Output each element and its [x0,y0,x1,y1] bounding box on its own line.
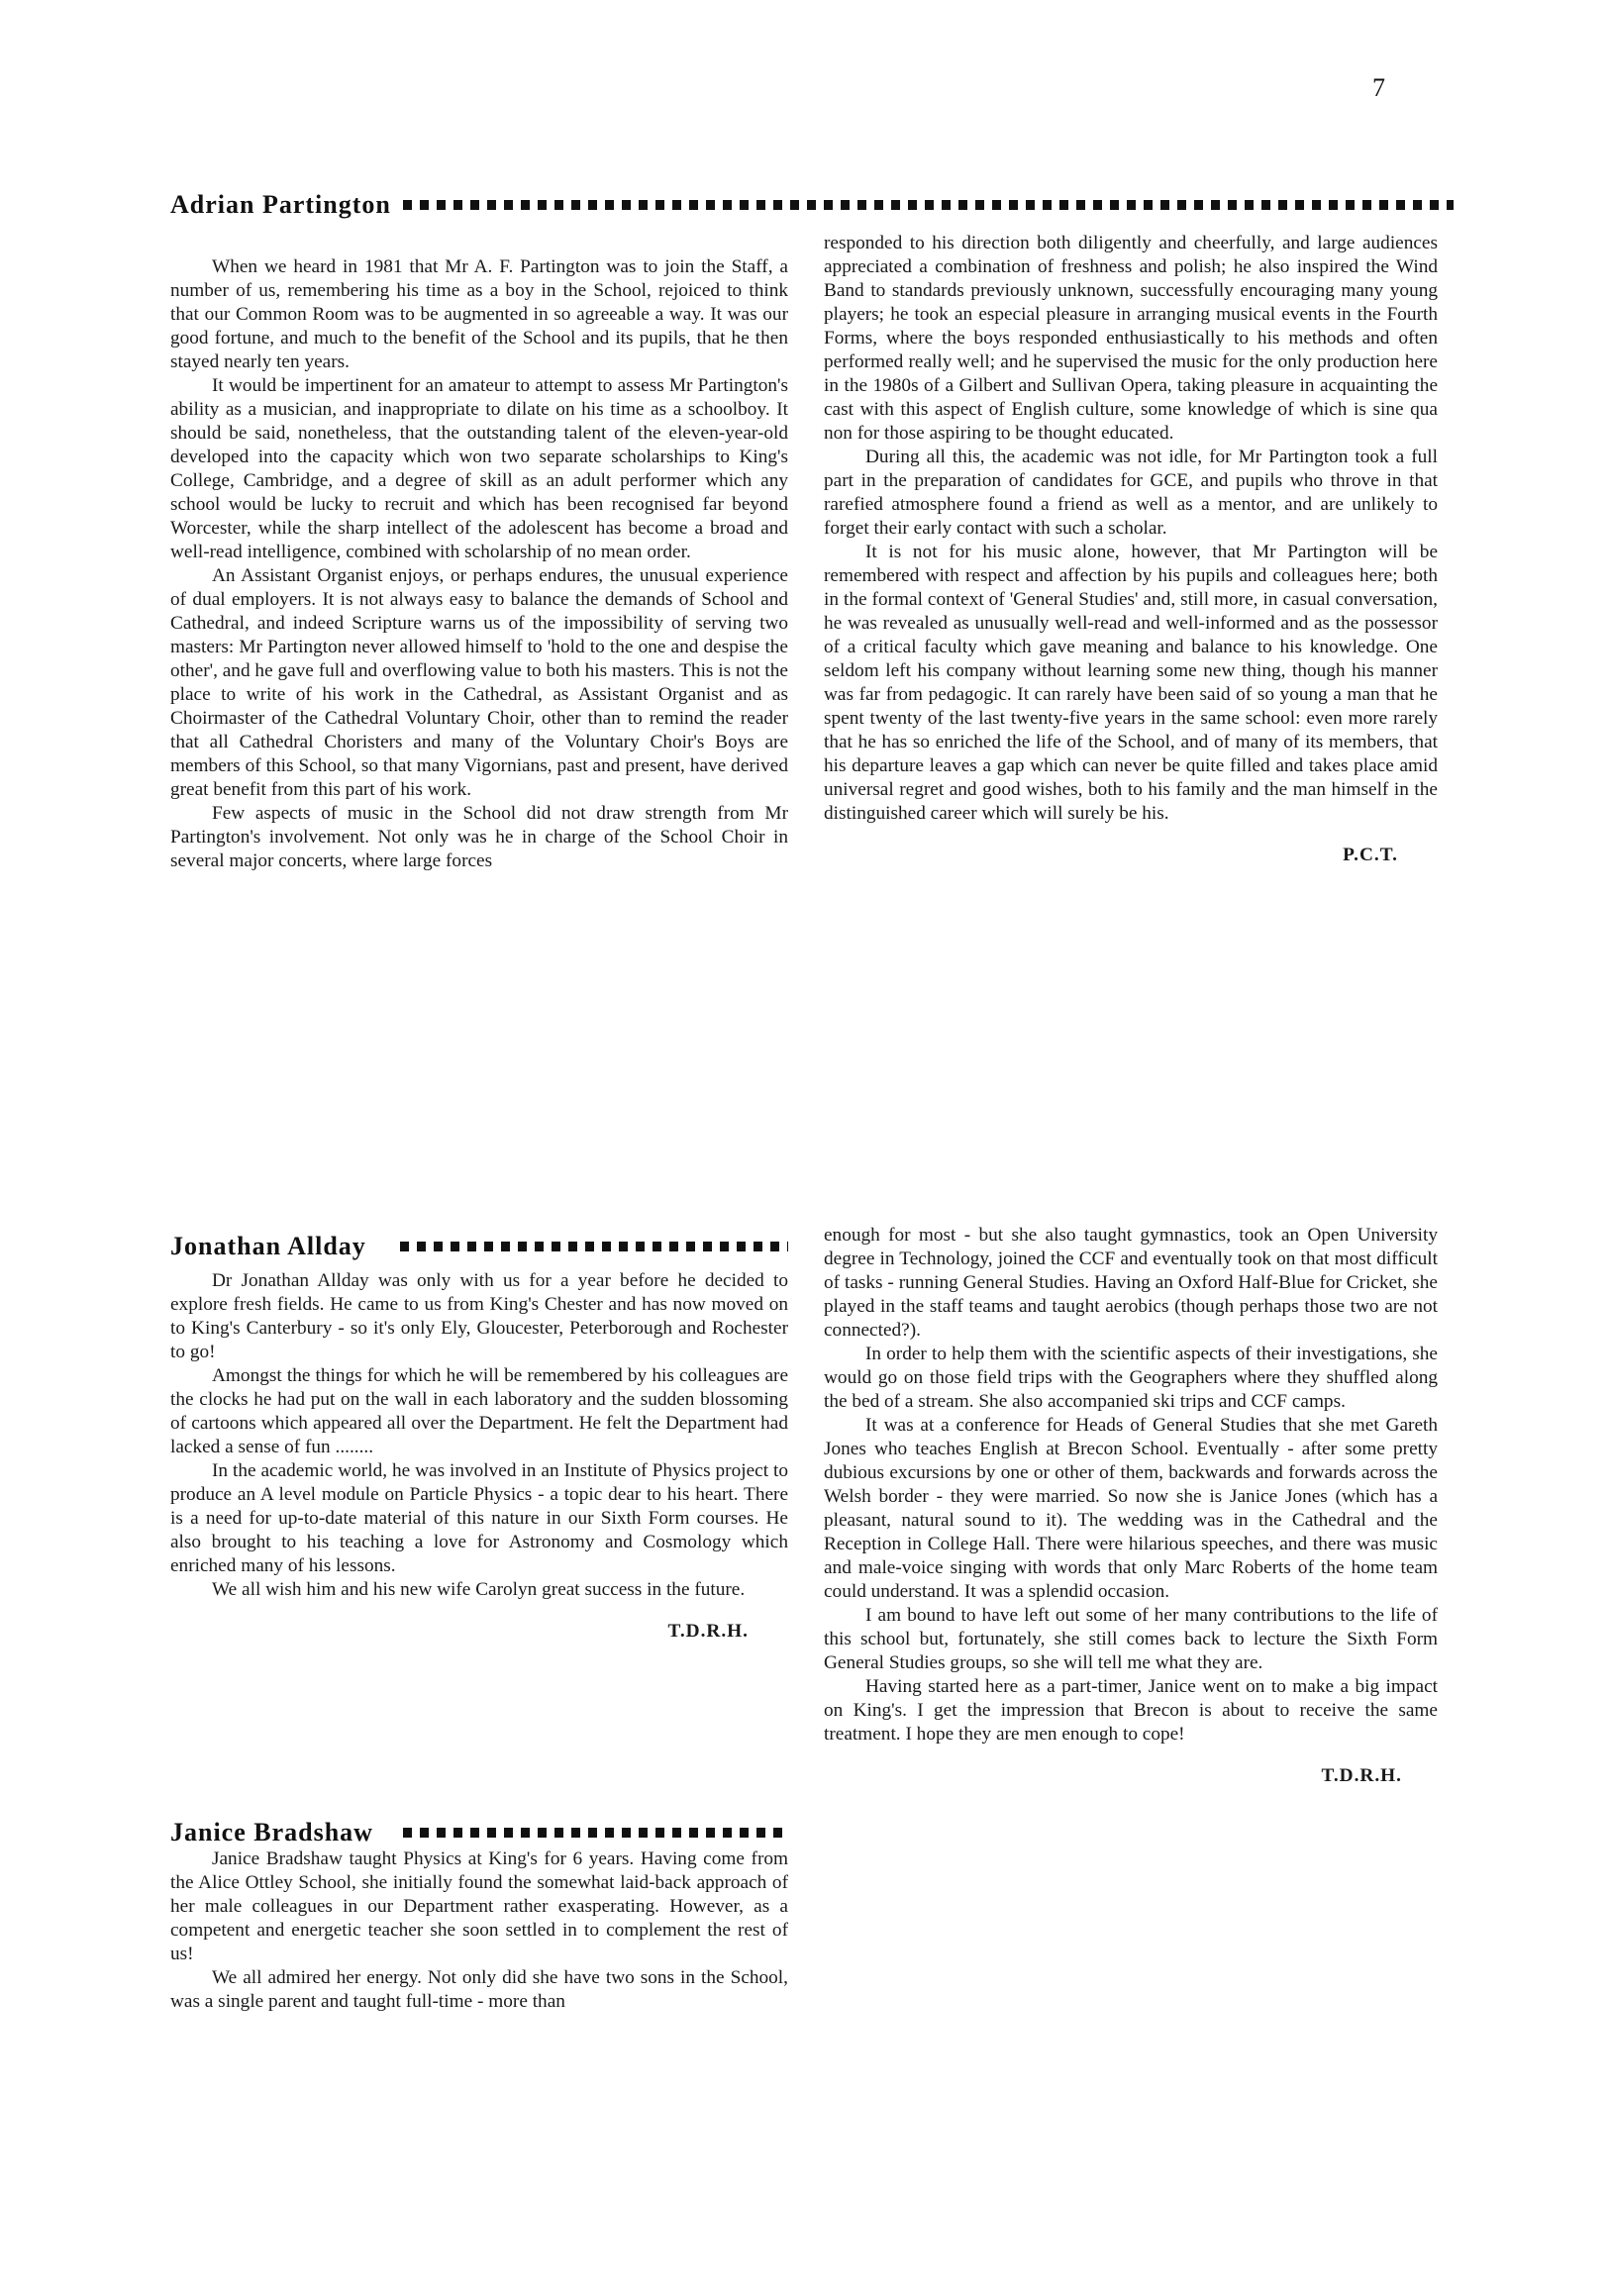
rule-square [420,200,429,210]
rule-square [571,200,580,210]
rule-square [1110,200,1119,210]
paragraph: An Assistant Organist enjoys, or perhaps endures, the unusual experience of dual employers. It is not always easy to balance the demands of School and Cathedral, and indeed Scripture warns us of the impossibility of serving two masters: Mr Partington never allowed himself to 'hold to the one and despise the other', and he gave full and overflowing value to both his masters. This is not the place to write of his work in the Cathedral, as Assistant Organist and as Choirmaster of the Cathedral Voluntary Choir, other than to remind the reader that all Cathedral Choristers and many of the Voluntary Choir's Boys are members of this School, so that many Vigornians, past and present, have derived great benefit from this part of his work. [170,565,788,800]
rule-square [588,1828,597,1838]
rule-square [1261,200,1270,210]
rule-square [605,200,614,210]
rule-square [891,200,900,210]
paragraph: We all wish him and his new wife Carolyn great success in the future. [212,1579,746,1600]
rule-square [1447,200,1454,210]
rule-square [653,1242,661,1251]
bradshaw-right-column [824,1224,1438,1788]
rule-square [756,200,765,210]
rule-square [1043,200,1052,210]
rule-square [841,200,850,210]
rule-square [622,1828,631,1838]
rule-square [636,1242,645,1251]
rule-square [1076,200,1085,210]
adrian-right-column [824,232,1438,867]
rule-square [737,1242,746,1251]
rule-square [1295,200,1304,210]
allday-column [170,1269,788,1644]
rule-square [1009,200,1018,210]
rule-square [639,200,648,210]
rule-square [975,200,984,210]
rule-square [400,1242,409,1251]
paragraph: It was at a conference for Heads of General Studies that she met Gareth Jones who teaches English at Brecon School. Eventually - after some pretty dubious excursions by one or other of them, backwards and forwards across the Welsh border - they were married. So now she is Janice Jones (which has a pleasant, natural sound to it). The wedding was in the Cathedral and the Reception in College Hall. There were hilarious speeches, and there was music and male-voice singing with words that only Marc Roberts of the home team could understand. It was a splendid occasion. [824,1415,1438,1602]
rule-square [773,1828,782,1838]
rule-square [619,1242,628,1251]
rule-square [773,200,782,210]
paragraph: Few aspects of music in the School did not draw strength from Mr Partington's involvement. Not only was he in charge of the School Choir in several major concerts, where large forces [170,803,788,871]
rule-square [453,1828,462,1838]
rule-square [723,200,732,210]
rule-square [1312,200,1321,210]
rule-square [754,1242,762,1251]
rule-square [787,1242,788,1251]
rule-square [588,200,597,210]
rule-square [706,1828,715,1838]
rule-square [1228,200,1237,210]
paragraph: In order to help them with the scientific aspects of their investigations, she would go on those field trips with the Geographers where they shuffled along the bed of a stream. She also accompanied ski trips and CCF camps. [824,1344,1438,1412]
rule-square [689,200,698,210]
rule-square [622,200,631,210]
paragraph: It would be impertinent for an amateur to attempt to assess Mr Partington's ability as a musician, and inappropriate to dilate on his time as a schoolboy. It should be said, nonetheless, that the outstanding talent of the eleven-year-old developed into the capacity which won two separate scholarships to King's College, Cambridge, and a degree of skill as an adult performer which any school would be lucky to recruit and which has been recognised far beyond Worcester, while the sharp intellect of the adolescent has become a broad and well-read intelligence, combined with scholarship of no mean order. [170,375,788,562]
rule-square [756,1828,765,1838]
rule-square [437,200,446,210]
rule-square [605,1828,614,1838]
rule-square [655,200,664,210]
paragraph: Amongst the things for which he will be remembered by his colleagues are the clocks he had put on the wall in each laboratory and the sudden blossoming of cartoons which appeared all over the Department. He felt the Department had lacked a sense of fun ........ [170,1365,788,1457]
section-title: Janice Bradshaw [170,1818,373,1847]
rule-square [470,1828,479,1838]
rule-square [1346,200,1355,210]
rule-square [686,1242,695,1251]
rule-square [723,1828,732,1838]
signature: P.C.T. [1343,845,1398,865]
rule-square [703,1242,712,1251]
rule-square [874,200,883,210]
section-heading-adrian-partington [170,190,1454,220]
rule-square [403,200,412,210]
heading-rule-squares [403,1828,788,1838]
rule-square [807,200,816,210]
rule-square [925,200,934,210]
bradshaw-left-column [170,1847,788,2014]
rule-square [554,1828,563,1838]
adrian-left-column [170,255,788,873]
rule-square [1278,200,1287,210]
rule-square [790,200,799,210]
heading-rule-squares [400,1242,788,1251]
rule-square [504,1828,513,1838]
rule-square [1194,200,1203,210]
rule-square [958,200,967,210]
rule-square [669,1242,678,1251]
rule-square [639,1828,648,1838]
rule-square [518,1242,527,1251]
rule-square [504,200,513,210]
signature: T.D.R.H. [667,1621,749,1642]
rule-square [672,1828,681,1838]
rule-square [521,1828,530,1838]
rule-square [403,1828,412,1838]
rule-square [417,1242,426,1251]
rule-square [602,1242,611,1251]
rule-square [1059,200,1068,210]
heading-rule-squares [403,200,1454,210]
rule-square [706,200,715,210]
paragraph: Dr Jonathan Allday was only with us for a year before he decided to explore fresh fields. He came to us from King's Chester and has now moved on to King's Canterbury - so it's only Ely, Gloucester, Peterborough and Rochester to go! [170,1270,788,1362]
section-title: Adrian Partington [170,190,391,219]
rule-square [568,1242,577,1251]
rule-square [770,1242,779,1251]
rule-square [1144,200,1153,210]
paragraph: It is not for his music alone, however, that Mr Partington will be remembered with respect and affection by his pupils and colleagues here; both in the formal context of 'General Studies' and, still more, in casual conversation, he was revealed as unusually well-read and well-informed and as the possessor of a critical faculty which gave meaning and balance to his knowledge. One seldom left his company without learning some new thing, though his manner was far from pedagogic. It can rarely have been said of so young a man that he spent twenty of the last twenty-five years in the same school: even more rarely that he has so enriched the life of the School, and of many of its members, that his departure leaves a gap which can never be quite filled and takes place amid universal regret and good wishes, both to his family and the man himself in the distinguished career which will surely be his. [824,542,1438,824]
section-title: Jonathan Allday [170,1232,366,1260]
rule-square [484,1242,493,1251]
rule-square [538,1828,547,1838]
rule-square [470,200,479,210]
signature: T.D.R.H. [1321,1765,1402,1786]
rule-square [467,1242,476,1251]
section-heading-jonathan-allday [170,1232,788,1261]
page-number: 7 [1372,73,1385,102]
rule-square [1379,200,1388,210]
paragraph: enough for most - but she also taught gymnastics, took an Open University degree in Technology, joined the CCF and eventually took on that most difficult of tasks - running General Studies. Having an Oxford Half-Blue for Cricket, she played in the staff teams and taught aerobics (though perhaps those two are not connected?). [824,1225,1438,1341]
rule-square [1245,200,1254,210]
rule-square [1329,200,1338,210]
rule-square [501,1242,510,1251]
rule-square [1362,200,1371,210]
rule-square [720,1242,729,1251]
rule-square [824,200,833,210]
rule-square [434,1242,443,1251]
rule-square [487,1828,496,1838]
rule-square [571,1828,580,1838]
rule-square [1127,200,1136,210]
rule-square [453,200,462,210]
rule-square [740,1828,749,1838]
paragraph: Janice Bradshaw taught Physics at King's for 6 years. Having come from the Alice Ottley School, she initially found the somewhat laid-back approach of her male colleagues in our Department rather exasperating. However, as a competent and energetic teacher she soon settled in to complement the rest of us! [170,1848,788,1964]
rule-square [1396,200,1405,210]
rule-square [1160,200,1169,210]
rule-square [740,200,749,210]
rule-square [521,200,530,210]
rule-square [420,1828,429,1838]
rule-square [1211,200,1220,210]
rule-square [538,200,547,210]
paragraph: Having started here as a part-timer, Janice went on to make a big impact on King's. I get the impression that Brecon is about to receive the same treatment. I hope they are men enough to cope! [824,1676,1438,1745]
rule-square [487,200,496,210]
rule-square [451,1242,459,1251]
rule-square [1093,200,1102,210]
paragraph: I am bound to have left out some of her many contributions to the life of this school but, fortunately, she still comes back to lecture the Sixth Form General Studies groups, so she will tell me what they are. [824,1605,1438,1673]
rule-square [857,200,866,210]
paragraph: responded to his direction both diligently and cheerfully, and large audiences appreciated a combination of freshness and polish; he also inspired the Wind Band to standards previously unknown, successfully encouraging many young players; he took an especial pleasure in arranging musical events in the Fourth Forms, where the boys responded enthusiastically to his methods and often performed really well; and he supervised the music for the only production here in the 1980s of a Gilbert and Sullivan Opera, taking pleasure in acquainting the cast with this aspect of English culture, some knowledge of which is sine qua non for those aspiring to be thought educated. [824,233,1438,444]
rule-square [908,200,917,210]
paragraph: During all this, the academic was not idle, for Mr Partington took a full part in the preparation of candidates for GCE, and pupils who throve in that rarefied atmosphere found a friend as well as a mentor, and are unlikely to forget their early contact with such a scholar. [824,447,1438,539]
rule-square [554,200,563,210]
rule-square [689,1828,698,1838]
rule-square [1413,200,1422,210]
rule-square [535,1242,544,1251]
rule-square [942,200,951,210]
rule-square [1177,200,1186,210]
rule-square [1430,200,1439,210]
rule-square [655,1828,664,1838]
rule-square [437,1828,446,1838]
rule-square [1026,200,1035,210]
paragraph: In the academic world, he was involved in an Institute of Physics project to produce an A level module on Particle Physics - a topic dear to his heart. There is a need for up-to-date material of this nature in our Sixth Form courses. He also brought to his teaching a love for Astronomy and Cosmology which enriched many of his lessons. [170,1460,788,1576]
rule-square [585,1242,594,1251]
rule-square [672,200,681,210]
section-heading-janice-bradshaw [170,1818,788,1847]
rule-square [992,200,1001,210]
paragraph: We all admired her energy. Not only did she have two sons in the School, was a single parent and taught full-time - more than [170,1967,788,2012]
paragraph: When we heard in 1981 that Mr A. F. Partington was to join the Staff, a number of us, remembering his time as a boy in the School, rejoiced to think that our Common Room was to be augmented in so agreeable a way. It was our good fortune, and much to the benefit of the School and its pupils, that he then stayed nearly ten years. [170,256,788,372]
rule-square [552,1242,560,1251]
